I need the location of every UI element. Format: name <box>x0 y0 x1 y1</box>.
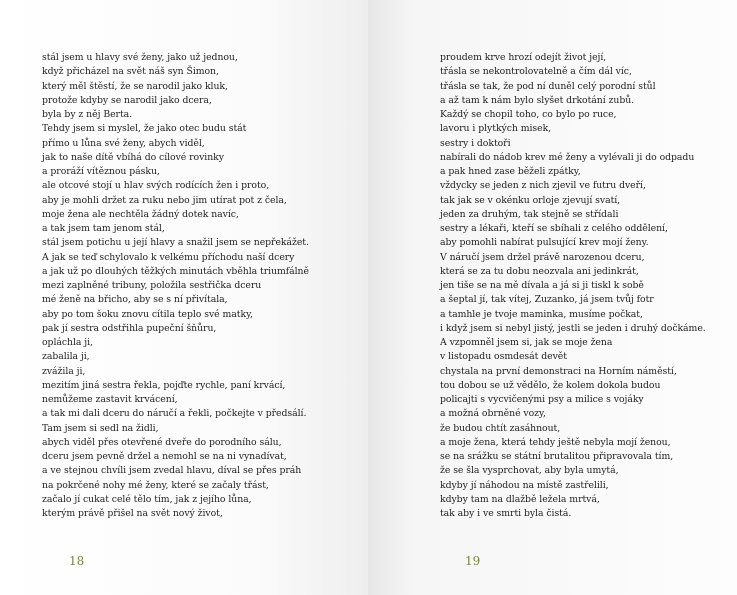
text-line: a jak už po dlouhých těžkých minutách vběhla triumfálně <box>42 265 309 277</box>
text-line: nabírali do nádob krev mé ženy a vylévali ji do odpadu <box>440 151 695 163</box>
text-line: třásla se nekontrolovatelně a čím dál víc, <box>440 66 632 78</box>
text-line: přímo u lůna své ženy, abych viděl, <box>42 137 205 149</box>
text-line: jen tiše se na mě dívala a já si ji tiskl k sobě <box>440 280 644 291</box>
text-line: aby je mohli držet za ruku nebo jim utírat pot z čela, <box>42 194 287 206</box>
text-line: protože kdyby se narodil jako dcera, <box>42 94 212 106</box>
text-line: lavoru i plytkých misek, <box>440 123 552 135</box>
text-line: a možná obrněné vozy, <box>440 408 546 420</box>
text-line: který měl štěstí, že se narodil jako kluk, <box>42 80 228 92</box>
text-line: opláchla ji, <box>42 337 93 348</box>
text-line: že budou chtít zasáhnout, <box>440 422 561 434</box>
text-line: která se za tu dobu neozvala ani jedinkrát, <box>440 265 639 277</box>
text-line: sestry i doktoři <box>440 137 511 149</box>
text-line: aby pomohli nabírat pulsující krev mojí ženy. <box>440 237 649 249</box>
text-line: zabalila ji, <box>42 351 90 363</box>
text-line: A jak se teď schylovalo k velkému příchodu naší dcery <box>42 251 295 263</box>
text-line: Tam jsem si sedl na židli, <box>42 422 159 434</box>
page-number-left: 18 <box>69 554 85 568</box>
text-line: a ve stejnou chvíli jsem zvedal hlavu, díval se přes práh <box>42 465 302 477</box>
text-line: mezi zaplněné tribuny, položila sestřička dceru <box>42 280 262 291</box>
text-line: byla by z něj Berta. <box>42 109 133 120</box>
text-line: v listopadu osmdesát devět <box>440 351 567 363</box>
text-line: mé ženě na břicho, aby se s ní přivítala, <box>42 294 228 306</box>
text-line: že se šla vysprchovat, aby byla umytá, <box>440 465 619 477</box>
text-line: policajti s vycvičenými psy a milice s vojáky <box>440 394 644 405</box>
text-line: kdyby jí náhodou na místě zastřelili, <box>440 479 609 491</box>
text-line: moje žena ale nechtěla žádný dotek navíc, <box>42 208 239 220</box>
text-line: kterým právě přišel na svět nový život, <box>42 508 223 519</box>
text-line: zvážila ji, <box>42 365 86 377</box>
text-line: a moje žena, která tehdy ještě nebyla mojí ženou, <box>440 436 671 448</box>
text-line: proudem krve hrozí odejít život její, <box>440 52 607 63</box>
text-line: a tak mi dali dceru do náručí a řekli, počkejte v předsálí. <box>42 408 307 420</box>
text-line: aby po tom šoku znovu cítila teplo své matky, <box>42 308 253 320</box>
text-line: a proráží vítěznou pásku, <box>42 166 160 177</box>
text-line: mezitím jiná sestra řekla, pojďte rychle, paní krvácí, <box>42 379 286 391</box>
text-line: sestry a lékaři, kteří se sbíhali z celého oddělení, <box>440 223 668 234</box>
text-line: a pak hned zase běželi zpátky, <box>440 166 581 177</box>
text-line: vždycky se jeden z nich zjevil ve futru dveří, <box>440 180 646 192</box>
text-line: pak jí sestra odstřihla pupeční šňůru, <box>42 322 217 334</box>
text-line: i když jsem si nebyl jistý, jestli se jeden i druhý dočkáme. <box>440 322 706 334</box>
text-line: V náručí jsem držel právě narozenou dceru, <box>440 251 645 263</box>
text-line: chystala na první demonstraci na Horním náměstí, <box>440 365 677 377</box>
text-line: Tehdy jsem si myslel, že jako otec budu stát <box>42 123 247 135</box>
left-page <box>0 0 368 595</box>
text-line: a tamhle je tvoje maminka, musíme počkat, <box>440 308 643 320</box>
text-line: a tak jsem tam jenom stál, <box>42 223 165 234</box>
text-line: A vzpomněl jsem si, jak se moje žena <box>440 337 613 348</box>
text-line: Každý se chopil toho, co bylo po ruce, <box>440 109 617 120</box>
text-line: jeden za druhým, tak stejně se střídali <box>440 208 619 220</box>
page-number-right: 19 <box>465 554 481 568</box>
text-line: nemůžeme zastavit krvácení, <box>42 394 178 405</box>
text-line: stál jsem potichu u její hlavy a snažil jsem se nepřekážet. <box>42 237 309 249</box>
text-line: když přicházel na svět náš syn Šimon, <box>42 66 219 78</box>
text-line: abych viděl přes otevřené dveře do porodního sálu, <box>42 436 282 448</box>
text-line: začalo jí cukat celé tělo tím, jak z jejího lůna, <box>42 493 252 505</box>
right-page-text <box>440 51 706 521</box>
text-line: a šeptal jí, tak vítej, Zuzanko, já jsem tvůj fotr <box>440 294 654 306</box>
text-line: tak aby i ve smrti byla čistá. <box>440 508 572 519</box>
right-page <box>368 0 737 595</box>
text-line: tak jak se v okénku orloje zjevují svatí, <box>440 194 621 206</box>
text-line: a až tam k nám bylo slyšet drkotání zubů. <box>440 94 635 106</box>
text-line: stál jsem u hlavy své ženy, jako už jednou, <box>42 52 238 63</box>
text-line: kdyby tam na dlažbě ležela mrtvá, <box>440 493 600 505</box>
text-line: ale otcové stojí u hlav svých rodících žen i proto, <box>42 180 270 192</box>
left-page-text <box>42 51 309 521</box>
text-line: na pokrčené nohy mé ženy, které se začaly třást, <box>42 479 269 491</box>
text-line: třásla se tak, že pod ní duněl celý porodní stůl <box>440 80 656 92</box>
text-line: se na srážku se státní brutalitou připravovala tím, <box>440 451 674 462</box>
text-line: jak to naše dítě vbíhá do cílové rovinky <box>42 151 224 163</box>
text-line: dceru jsem pevně držel a nemohl se na ni vynadívat, <box>42 451 287 462</box>
text-line: tou dobou se už vědělo, že kolem dokola budou <box>440 379 661 391</box>
